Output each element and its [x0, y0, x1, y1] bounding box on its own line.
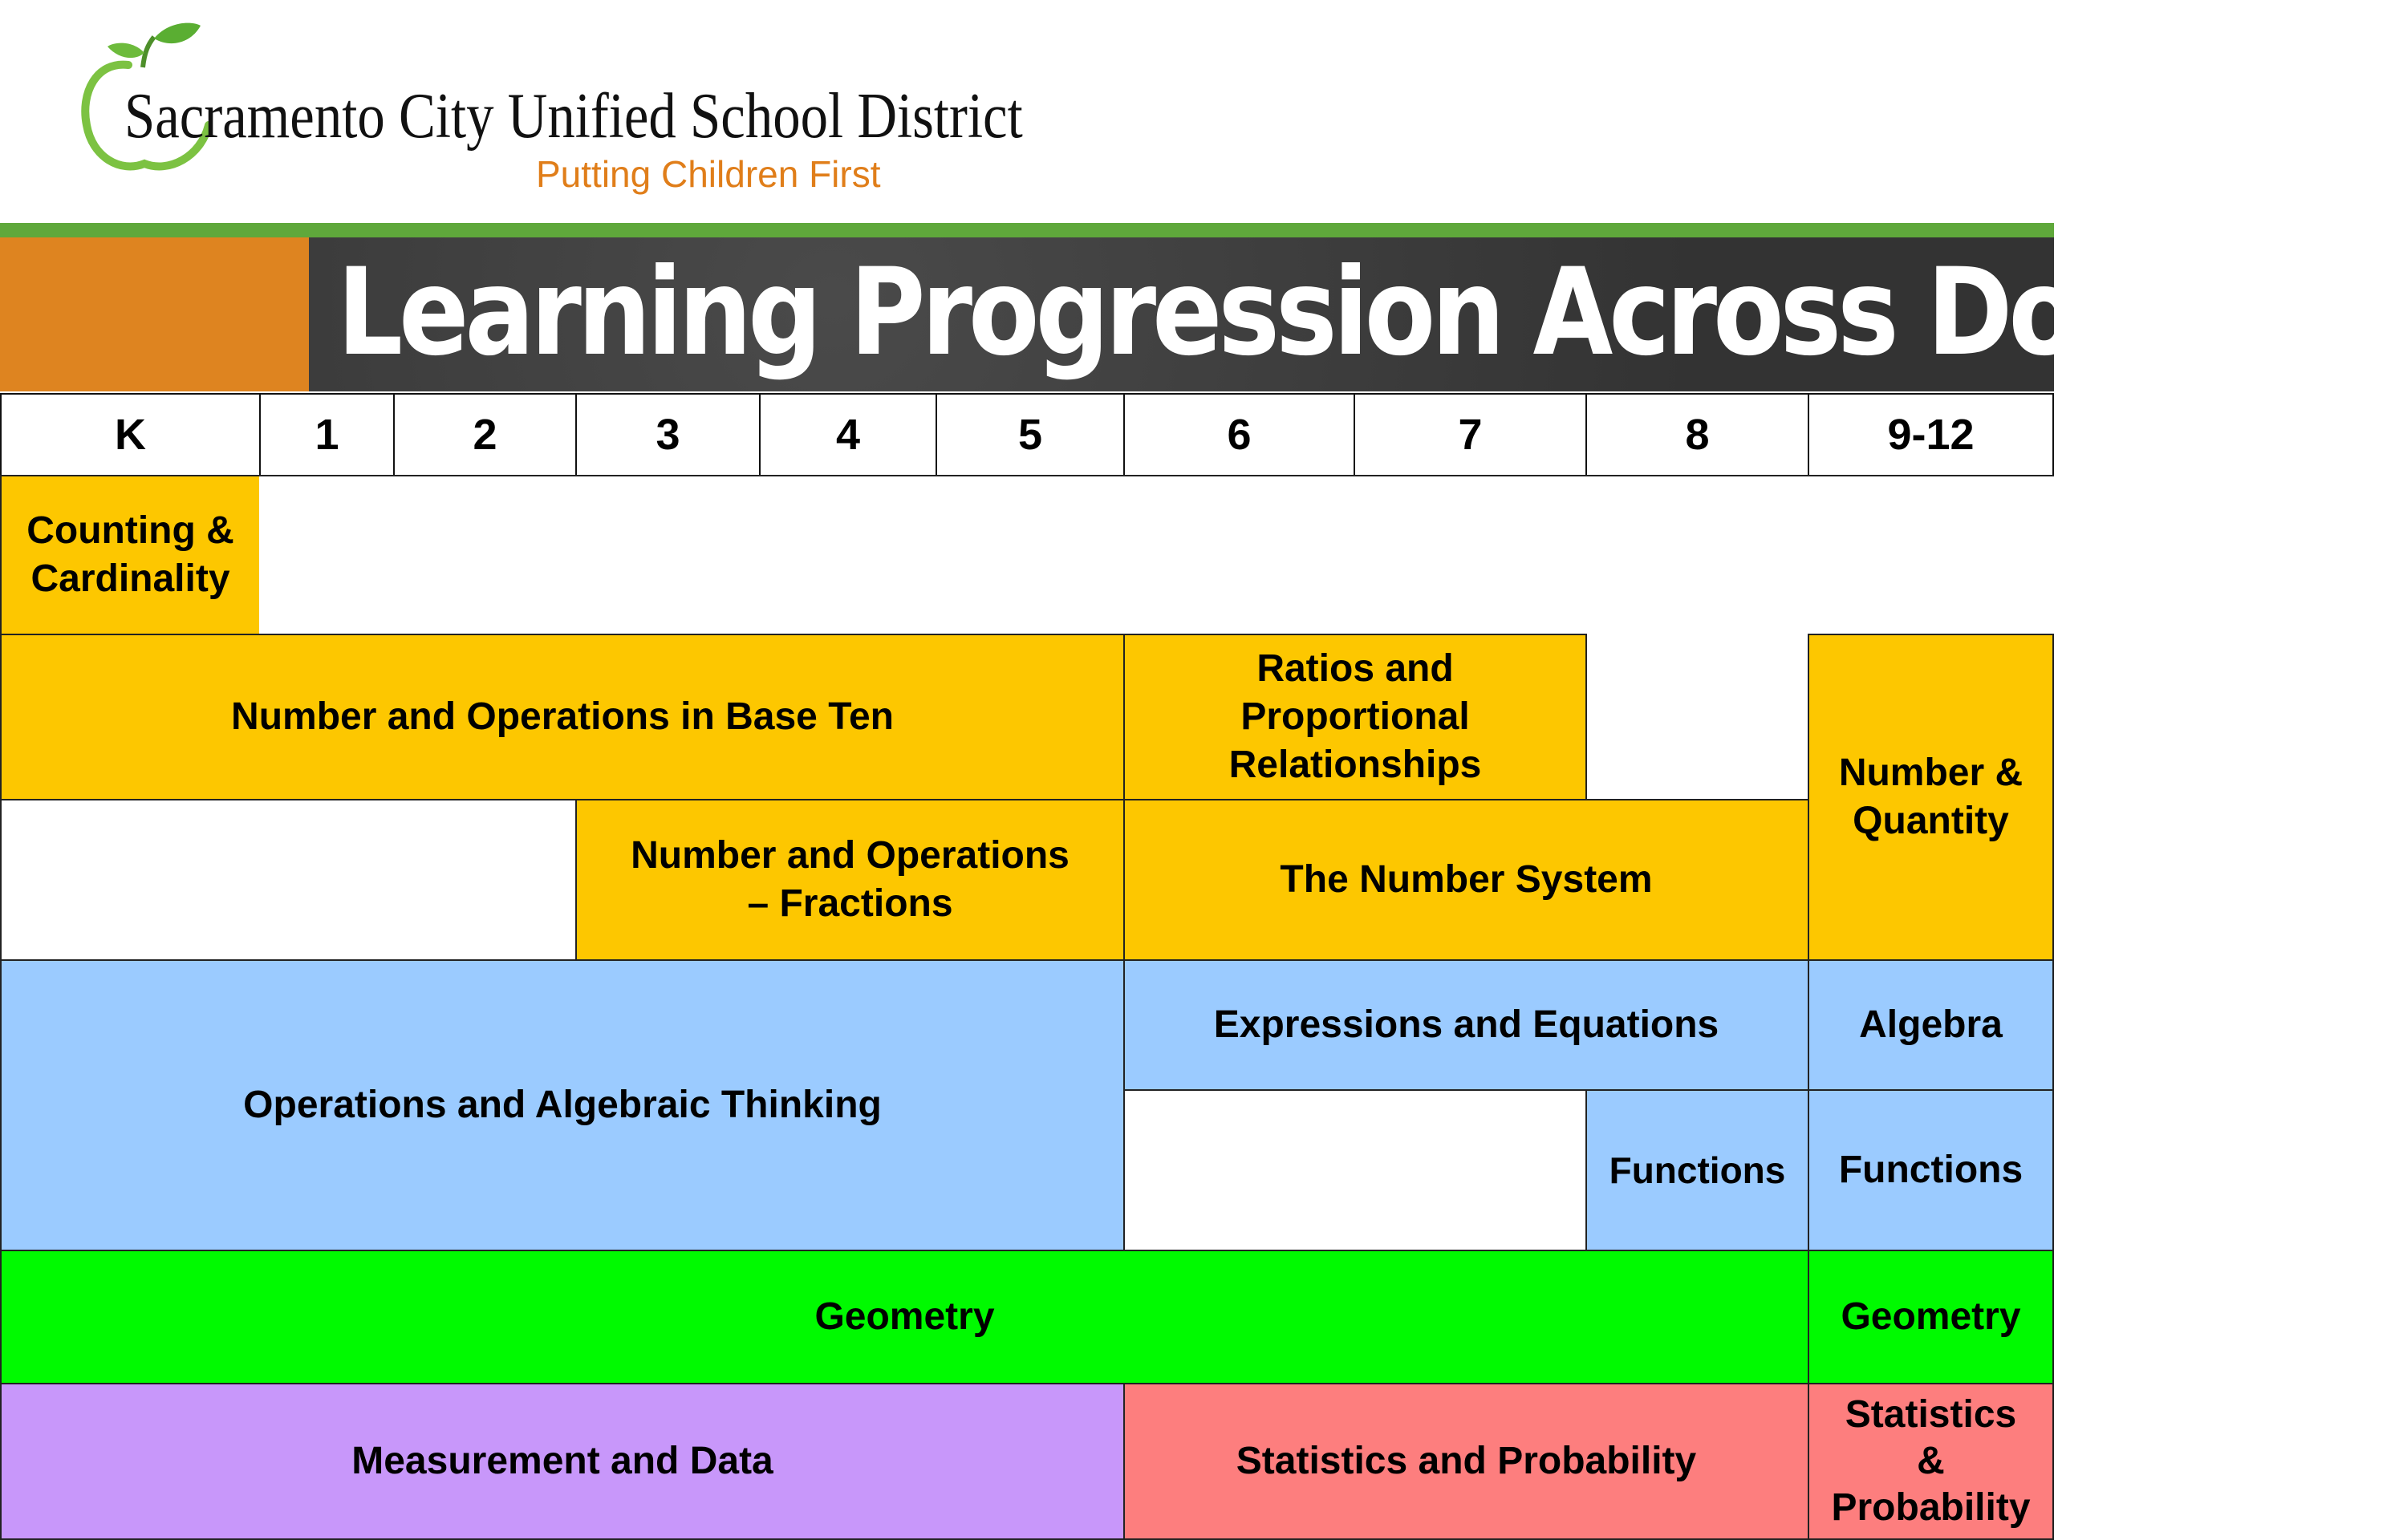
empty-cell: [1123, 1089, 1587, 1251]
grade-header-8: 8: [1585, 393, 1809, 476]
domain-geometry: Geometry: [0, 1250, 1809, 1384]
domain-number-system: The Number System: [1123, 799, 1809, 961]
grade-header-7: 7: [1354, 393, 1587, 476]
domain-number-operations-base-ten: Number and Operations in Base Ten: [0, 634, 1125, 800]
grade-header-6: 6: [1123, 393, 1355, 476]
tagline: Putting Children First: [536, 153, 881, 195]
domain-measurement-data: Measurement and Data: [0, 1383, 1125, 1540]
grade-header-2: 2: [393, 393, 577, 476]
domain-functions-high-school: Functions: [1808, 1089, 2054, 1251]
page-title: Learning Progression Across Domains: [337, 243, 2403, 383]
grade-header-5: 5: [936, 393, 1125, 476]
grade-header-9-12: 9-12: [1808, 393, 2054, 476]
title-accent-block: [0, 237, 309, 391]
header-divider: [0, 223, 2054, 237]
domain-geometry-high-school: Geometry: [1808, 1250, 2054, 1384]
domain-statistics-probability: Statistics and Probability: [1123, 1383, 1809, 1540]
district-name: Sacramento City Unified School District: [124, 81, 1023, 152]
domain-expressions-equations: Expressions and Equations: [1123, 959, 1809, 1091]
grade-header-k: K: [0, 393, 261, 476]
empty-cell: [1585, 634, 1809, 800]
empty-cell: [0, 799, 577, 961]
domain-functions-grade-8: Functions: [1585, 1089, 1809, 1251]
grade-header-4: 4: [759, 393, 937, 476]
domain-algebra: Algebra: [1808, 959, 2054, 1091]
domain-number-quantity: Number & Quantity: [1808, 634, 2054, 961]
domain-counting-cardinality: Counting & Cardinality: [0, 475, 261, 635]
grade-header-1: 1: [259, 393, 395, 476]
domain-ratios-proportional: Ratios and Proportional Relationships: [1123, 634, 1587, 800]
empty-cell: [259, 475, 2054, 635]
domain-number-operations-fractions: Number and Operations – Fractions: [575, 799, 1125, 961]
grade-header-3: 3: [575, 393, 761, 476]
domain-operations-algebraic-thinking: Operations and Algebraic Thinking: [0, 959, 1125, 1251]
domain-statistics-probability-high-school: Statistics & Probability: [1808, 1383, 2054, 1540]
